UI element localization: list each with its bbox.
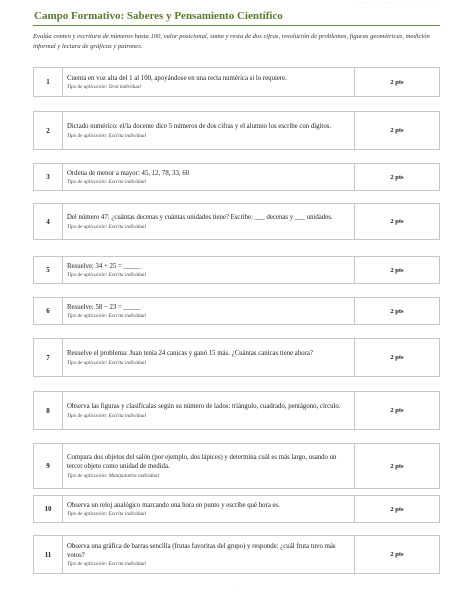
- item-row: [33, 163, 440, 191]
- item-content: [63, 298, 355, 324]
- item-content: [63, 339, 355, 376]
- item-points: 2 pts: [390, 78, 404, 86]
- item-points: 2 pts: [390, 551, 404, 558]
- item-content: [63, 112, 355, 149]
- item-number: 6: [34, 298, 63, 324]
- tipo-value: Escrita individual: [107, 132, 146, 139]
- item-tipo: [67, 224, 348, 230]
- item-content: [63, 496, 355, 522]
- item-tipo: [67, 313, 348, 319]
- tipo-label: Tipo de aplicación:: [67, 359, 108, 366]
- tipo-label: Tipo de aplicación:: [67, 223, 108, 230]
- tipo-label: Tipo de aplicación:: [67, 561, 108, 568]
- item-points: 2 pts: [390, 354, 404, 361]
- item-question: Observa una gráfica de barras sencilla (frutas favoritas del grupo) y responde: ¿cuál fruta tuvo más votos?: [67, 542, 336, 559]
- item-row: [33, 495, 440, 523]
- item-question: Cuenta en voz alta del 1 al 100, apoyándose en una recta numérica si lo requiere.: [67, 74, 287, 82]
- item-number: 5: [34, 257, 63, 283]
- item-row: [33, 535, 440, 574]
- item-content: [63, 536, 355, 573]
- tipo-value: Manipulativa individual: [107, 472, 159, 479]
- tipo-label: Tipo de aplicación:: [67, 179, 108, 186]
- item-row: [33, 67, 440, 97]
- tipo-value: Escrita individual: [107, 313, 146, 320]
- item-number: 8: [34, 392, 63, 429]
- item-points: 2 pts: [390, 462, 404, 470]
- item-points: 2 pts: [390, 307, 404, 315]
- item-row: [33, 443, 440, 489]
- item-number: 7: [34, 339, 63, 376]
- item-tipo: [67, 473, 348, 479]
- item-row: [33, 391, 440, 430]
- item-question: Dictado numérico: el/la docente dice 5 números de dos cifras y el alumno los escribe con dígitos.: [67, 123, 332, 131]
- item-number: 11: [34, 536, 63, 573]
- item-content: [63, 392, 355, 429]
- item-question: Compara dos objetos del salón (por ejemplo, dos lápices) y determina cuál es más largo, usando un tercer objeto como unidad de medida.: [67, 454, 337, 470]
- item-row: [33, 111, 440, 150]
- item-points: 2 pts: [390, 266, 404, 274]
- item-points: 2 pts: [390, 173, 404, 181]
- item-question: Observa las figuras y clasifícalas según su número de lados: triángulo, cuadrado, pentágono, círculo.: [67, 403, 341, 411]
- item-number: 9: [34, 444, 63, 488]
- item-question: Resuelve el problema: Juan tenía 24 canicas y ganó 15 más. ¿Cuántas canicas tiene ahora?: [67, 350, 313, 358]
- item-number: 10: [34, 496, 63, 522]
- tipo-label: Tipo de aplicación:: [67, 511, 108, 518]
- item-row: [33, 203, 440, 240]
- item-question: Ordena de menor a mayor: 45, 12, 78, 33, 60: [67, 169, 190, 177]
- tipo-value: Escrita individual: [107, 359, 146, 366]
- item-number: 2: [34, 112, 63, 149]
- header-watermark: · · · · · · · · · · · · · · · · · · · · · · ·: [359, 0, 437, 6]
- item-tipo: [67, 360, 348, 366]
- item-points: 2 pts: [390, 505, 404, 513]
- tipo-value: Escrita individual: [107, 511, 146, 518]
- item-row: [33, 256, 440, 284]
- item-content: [63, 68, 355, 96]
- item-content: [63, 257, 355, 283]
- item-tipo: [67, 179, 348, 185]
- page-title: Campo Formativo: Saberes y Pensamiento Científico: [34, 10, 283, 22]
- item-tipo: [67, 413, 348, 419]
- tipo-value: Escrita individual: [107, 223, 146, 230]
- item-tipo: [67, 84, 348, 90]
- item-question: Del número 47: ¿cuántas decenas y cuántas unidades tiene? Escribe: ___ decenas y ___ unidades.: [67, 214, 333, 222]
- tipo-label: Tipo de aplicación:: [67, 132, 108, 139]
- item-row: [33, 297, 440, 325]
- item-tipo: [67, 511, 348, 517]
- tipo-label: Tipo de aplicación:: [67, 412, 108, 419]
- item-points: 2 pts: [390, 127, 404, 134]
- title-divider: [33, 25, 440, 26]
- item-points: 2 pts: [390, 407, 404, 414]
- tipo-label: Tipo de aplicación:: [67, 313, 108, 320]
- item-row: [33, 338, 440, 377]
- item-number: 1: [34, 68, 63, 96]
- item-content: [63, 444, 355, 488]
- item-question: Resuelve: 34 + 25 = _____: [67, 262, 141, 270]
- tipo-value: Escrita individual: [107, 412, 146, 419]
- tipo-label: Tipo de aplicación:: [67, 472, 108, 479]
- item-content: [63, 204, 355, 239]
- item-tipo: [67, 272, 348, 278]
- tipo-label: Tipo de aplicación:: [67, 272, 108, 279]
- item-number: 3: [34, 164, 63, 190]
- tipo-value: Escrita individual: [107, 272, 146, 279]
- tipo-value: Escrita individual: [107, 179, 146, 186]
- item-points: 2 pts: [390, 218, 404, 225]
- item-tipo: [67, 133, 348, 139]
- item-question: Resuelve: 58 − 23 = _____: [67, 303, 141, 311]
- item-number: 4: [34, 204, 63, 239]
- item-question: Observa un reloj analógico marcando una hora en punto y escribe qué hora es.: [67, 501, 280, 509]
- item-tipo: [67, 561, 348, 567]
- tipo-label: Tipo de aplicación:: [67, 84, 108, 91]
- item-content: [63, 164, 355, 190]
- page-number-watermark: ·: [232, 589, 235, 595]
- tipo-value: Escrita individual: [107, 561, 146, 568]
- intro-text: Evalúa conteo y escritura de números hasta 100, valor posicional, suma y resta de dos cifras, resolución de problemas, figuras geométricas, medición informal y lectura de gráficas y patrones.: [33, 33, 430, 50]
- tipo-value: Oral individual: [107, 84, 141, 91]
